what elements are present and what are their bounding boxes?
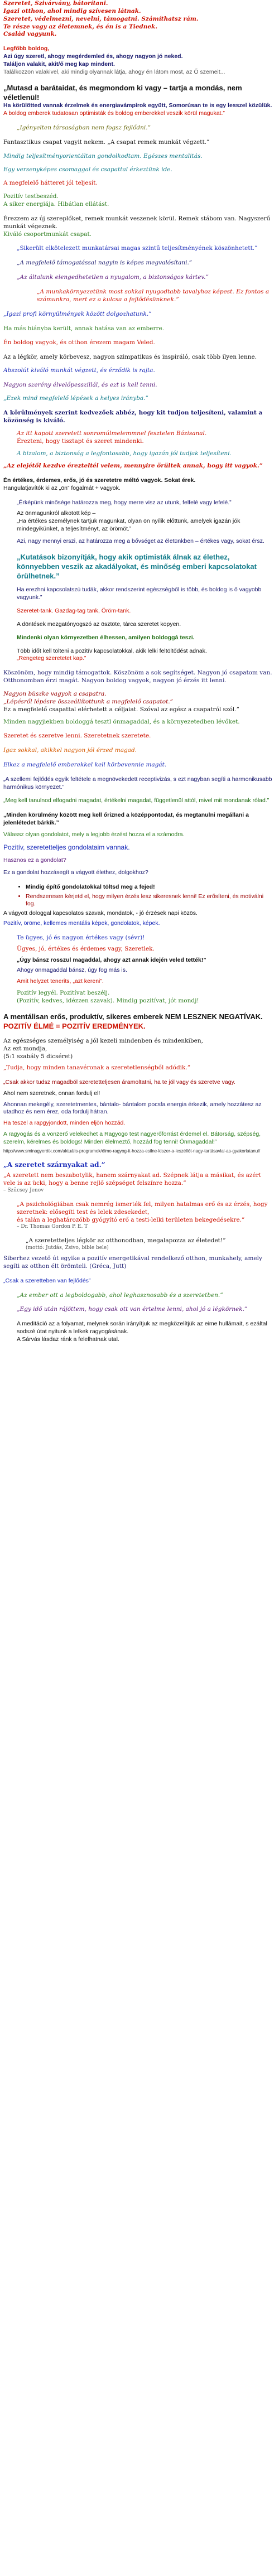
- te-line-5: Amit helyzet tenerits, „azt kereni”.: [17, 977, 104, 985]
- te-line-6: Pozitív legyél. Pozitívat beszélj.: [17, 990, 110, 997]
- szeretetteljes-block: [3, 1237, 273, 1270]
- mindenki-line-5: Ez a gondolat hozzásegít a vágyott élethez, dolgokhoz?: [3, 869, 148, 876]
- tips-item: • Mindig építő gondolatokkal töltsd meg a fejed!: [26, 884, 273, 891]
- pszicho-signature: – Dr. Thomas Gordon P. E. T: [17, 1224, 88, 1230]
- igazi-text: „Igazi profi környülmények között dolgozhatunk.”: [3, 310, 152, 317]
- csak2-text: „Csak a szeretteben van fejlődés”: [3, 1277, 91, 1284]
- nagyon-line-1: Nagyon szerény élvelőpesszillál, és ezt is kell tenni.: [3, 381, 157, 388]
- korulmeny-line-1: A körülmények szerint kedvezőek abbéz, hogy kit tudjon teljesíteni, valamint a közönség is kiváló.: [3, 409, 263, 424]
- legfobb-block: [3, 45, 273, 76]
- koszonom-line-2: Otthonomban érzi magát. Nagyon boldog vagyok, nagyon jó érzés itt lenni.: [3, 677, 227, 684]
- erkepunk-line-4: Azi, nagy mennyi erszi, az határozza meg a bővséget az életünkben – értékes vagy, sokat érsz.: [17, 537, 264, 544]
- legfobb-line-2: Azi úgy szeretl, ahogy megérdemled és, ahogy nagyon jó neked.: [3, 53, 183, 60]
- szarny-line-1: „A szeretet szárnyakat ad.”: [3, 1161, 105, 1169]
- fantasztikus-text: Fantasztikus csapat vagyit nekem. „A csapat remek munkát végzett.”: [3, 138, 210, 146]
- azatelhet-line-1: Az a légkör, amely körbevesz, nagyon szimpatikus és inspiráló, csak több ilyen lenne.: [3, 354, 257, 361]
- egeszseges-line-1: Az egészséges személyiség a jól kezeli mindenben és mindenkiben,: [3, 1038, 203, 1045]
- kutatasok-line-4: A döntések mezgatónyogszó az ösztöte, tárca szeretet kopyen.: [17, 620, 181, 628]
- intro-line-3: Szeretet, védelmezni, nevelni, támogatni. Számíthatsz rám.: [3, 15, 199, 22]
- korulmeny-line-4: A bizalom, a biztonság a legfontosabb, hogy igazán jól tudjak teljesíteni.: [17, 450, 232, 457]
- mindenki-line-3: Pozitív, szeretetteljes gondolataim vannak.: [3, 843, 130, 852]
- azember-text: „Az ember ott a legboldogabb, ahol leghasznosabb és a szeretetben.”: [17, 1291, 223, 1299]
- egeszseges-block: [3, 1038, 273, 1072]
- kutatasok-line-6: Több időt kell tölteni a pozitív kapcsolatokkal, akik lelki feltöltődést adnak.: [17, 647, 207, 654]
- mindenki-line-2: Válassz olyan gondolatot, mely a legjobb érzést hozza el a számodra.: [3, 831, 185, 838]
- erkepunk-block: [3, 499, 273, 546]
- korulmeny-line-5: „Az elejétől kezdve érezteltél velem, mennyire örültek annak, hogy itt vagyok.”: [3, 462, 263, 469]
- csak-line-3: Ahonnan mekegély, szeretetmentes, bántalo- bántalom pocsfa energia érkezik, amely hozzátesz az utadhoz és nem érez, oda fordulj hátran.: [3, 1101, 262, 1116]
- ertekes-line-2: Hangulatjavítók ki az „ön” fogalmát + vagyok.: [3, 484, 121, 491]
- kutatasok-line-2: Ha erezhni kapcsolatszú tudák, akkor rendszerint egészségből is több, és boldog is ő vagyobb vagyunk.”: [17, 586, 262, 601]
- szarny-line-2: „A szeretett nem beszabotylik, hanem szárnyakat ad. Szépnek látja a másikat, és azért vele is az ücki, hogy a benne rejlő szépséget felszínre hozza.”: [3, 1172, 261, 1187]
- munkakornyezet-text: „A munkakörnyezetünk most sokkal nyugodtabb tavalyhoz képest. Ez fontos a számunkra, mert ez a kulcsa a fejlődésünknek.”: [37, 288, 270, 303]
- tips-list: [3, 884, 273, 909]
- kutatasok-line-5: Mindenki olyan környezetben élhessen, amilyen boldoggá teszi.: [17, 634, 195, 641]
- nagyon-block: [3, 382, 273, 403]
- szarny-signature: – Szűcsey Jenov: [3, 1187, 44, 1193]
- kutatasok-block: [3, 552, 273, 663]
- csak-line-4: Ha teszel a rapgyjondott, minden eljön hozzád.: [3, 1120, 126, 1127]
- egeszseges-line-4: „Tudja, hogy minden tanavéronak a szeretetlenségből adódik.”: [3, 1064, 191, 1071]
- csak-line-2: Ahol nem szeretnek, onnan fordulj el!: [3, 1089, 100, 1097]
- ertekes-line-1: Én értékes, érdemes, erős, jó és szeretetre méltó vagyok. Sokat érek.: [3, 476, 196, 484]
- te-line-1: Te ügyes, jó és nagyon értékes vagy (sévr)!: [17, 934, 145, 942]
- egy-text: „Egy idő után rájöttem, hogy csak ott van értelme lenni, ahol jó a légkörnek.”: [17, 1306, 248, 1313]
- koszonom-line-1: Köszönöm, hogy mindig támogattok. Köszönöm a sok segítséget. Nagyon jó csapatom van.: [3, 669, 272, 677]
- legfobb-line-3: Találjon valakit, akit/ő meg kap mindent.: [3, 61, 115, 68]
- csak-line-1: „Csak akkor tudsz magadból szeretetteljesen áramoltatni, ha te jól vagy és szeretve vagy.: [3, 1078, 235, 1086]
- koszonom-line-5: Ez a megfelelő csapattal elérhetett a céljaiat. Szóval az egész a csapatról szól.”: [3, 706, 239, 713]
- egeszseges-line-2: Az ezt mondja,: [3, 1045, 47, 1053]
- mindig-line-5: A siker energiája. Hibátlan ellátást.: [3, 200, 109, 208]
- szeretett-line-2: „Meg kell tanulnod elfogadni magadat, értékelni magadat, függetlenül attól, mivel mit mondanak rólad.”: [3, 797, 270, 804]
- intro-line-4: Te része vagy az életemnek, és én is a Tiednek.: [3, 23, 157, 30]
- te-line-7: (Pozitív, kedves, idézzen szavak). Mindig pozitívat, jót mondj!: [17, 997, 199, 1005]
- szeretet-szarnyakat-block: [3, 1161, 273, 1194]
- mutasd-line-3: A boldog emberek tudatosan optimisták és boldog emberekkel veszik körül magukat.”: [3, 109, 225, 117]
- szeretetteljes-line-2: Siberhez vezető út egyike a pozitív energetikával rendelkező otthon, munkahely, amely segíti az otthon élt örömteli. (Gréca, Jutt): [3, 1255, 262, 1270]
- pszicho-line-1: „A pszichológiában csak nemrég ismerték fel, milyen hatalmas erő és az érzés, hogy szeretnek: elősegíti test és lelek zdesekedet,: [17, 1200, 268, 1215]
- mentalis-block: [3, 1012, 273, 1031]
- pszicho-line-2: és talán a leghatározóbb gyógyító erő a testi-lelki területen bekegedésekre.”: [17, 1216, 245, 1223]
- mindig-line-3: A megfelelő hátteret jól teljesít.: [3, 180, 98, 187]
- erkepunk-line-3: „Ha értékes személynek tartjuk magunkat, olyan ön nyílik előttünk, amelyek igazán jók mindegyikünket, a teljesítményt, az örömöt.”: [17, 518, 240, 533]
- mutasd-block: [3, 83, 273, 118]
- szeretetteljes-signature: (mottó: Jutdás, Zsivo, bible bele): [26, 1245, 109, 1251]
- koszonom-line-6: Minden nagyjiekben boldoggá tesztl önmagaddal, és a környezetedben lévőket.: [3, 718, 240, 725]
- meditacio-line-1: A meditáció az a folyamat, melynek során irányítjuk az megközelítjük az eime hullámait, s ezáltal sodszé útat nyitunk a lelkek ragyogásának.: [17, 1320, 267, 1335]
- azatelhet-line-2: Abszolút kiváló munkát végzett, és érződik is rajta.: [3, 367, 155, 374]
- intro-line-2: Igazi otthon, ahol mindig szívesen látnak.: [3, 7, 141, 15]
- mentalis-line-2: POZITÍV ÉLMÉ = POZITÍV EREDMÉNYEK.: [3, 1022, 146, 1031]
- erezzem-block: [3, 215, 273, 239]
- intro-line-1: Szeretet, Szivárvány, bátorítani.: [3, 0, 108, 7]
- legfobb-line-1: Legfőbb boldog,: [3, 45, 50, 52]
- tips-item: • Rendszeresen kérjetd el, hogy milyen érzés lesz sikeresnek lenni! Ez erősíteni, és motiválni fog.: [26, 893, 273, 909]
- igazsokkal-text: Igaz sokkal, akikkel nagyon jól érzed magad.: [3, 747, 137, 754]
- page-content: [3, 0, 273, 2573]
- elkez-text: Elkez a megfelelő emberekkel kell körbevennie magát.: [3, 761, 167, 769]
- ha-mas-text: Ha más hiányba került, annak hatása van az emberre.: [3, 325, 165, 332]
- kutatasok-line-7: „Rengeteg szeretetet kap.”: [17, 655, 86, 662]
- nagyon-line-2: „Ezek mind megfelelő lépések a helyes irányba.”: [3, 394, 148, 402]
- te-line-3: „Úgy bánsz rosszul magaddal, ahogy azt annak idején veled tették!”: [17, 956, 206, 963]
- mutasd-line-1: „Mutasd a barátaidat, és megmondom ki vagy – tartja a mondás, nem véletlenül!: [3, 83, 242, 102]
- meditacio-block: [3, 1320, 273, 1344]
- vagyott-line-2: Pozitív, öröme, kellemes mentális képek, gondolatok, képek.: [3, 920, 160, 927]
- azatelhet-block: [3, 354, 273, 375]
- csak-line-5: A ragyogás és a vonzerő velekedhet a Ragyogo test nagyerőforrást érdemel el. Bátorság, szépség, szerelm, kérelmes és boldogs! Minden élelmeztő, hozzád fog tenni! Önmagaddal!”: [3, 1131, 261, 1145]
- erezzem-line-2: Kiváló csoportmunkát csapat.: [3, 230, 92, 238]
- szeretetes-text: Szeretet és szeretve lenni. Szeretetnek szeretete.: [3, 732, 151, 740]
- korulmeny-block: [3, 409, 273, 470]
- te-block: [3, 934, 273, 1005]
- kutatasok-line-3: Szeretet-tank. Gazdag-tag tank, Öröm-tank.: [17, 607, 131, 615]
- egeszseges-line-3: (5:1 szabály 5 dicséret): [3, 1053, 73, 1060]
- pszicho-block: [3, 1201, 273, 1231]
- mindenki-line-4: Hasznos ez a gondolat?: [3, 857, 66, 864]
- mindenki-line-1: „Minden körülmény között meg kell őrizned a középpontodat, és megtanulni megállani a jelenlétedet bárkik.”: [3, 811, 249, 826]
- mindig-line-1: Mindig teljesítményorientáltan gondolkodtam. Egészes mentalitás.: [3, 153, 203, 160]
- erkepunk-line-1: „Érképünk minősége határozza meg, hogy merre visz az utunk, felfelé vagy lefelé.”: [17, 499, 232, 506]
- szeretetteljes-line-1: „A szeretetteljes légkör az otthonodban, megalapozza az életedet!”: [26, 1237, 226, 1244]
- kutatasok-line-1: „Kutatások bizonyítják, hogy akik optimisták álnak az élethez, könnyebben veszik az akadályokat, és minőség emberi kapcsolatokat örülhetnek.”: [17, 552, 257, 581]
- mentalis-line-1: A mentálisan erős, produktív, sikeres emberek NEM LESZNEK NEGATÍVAK.: [3, 1012, 263, 1021]
- legfobb-line-4: Találkozzon valakivel, aki mindig olyannak látja, ahogy én látom most, az Ő szemeit...: [3, 68, 225, 75]
- ertekes-block: [3, 477, 273, 493]
- intro-block: [3, 0, 273, 38]
- korulmeny-line-2: Az itt kapott szeretett sonromúlmelemmnel fesztelen Bázisanal.: [17, 430, 207, 437]
- vagyott-line-1: A vágyott dologgal kapcsolatos szavak, mondatok, - jó érzések napi közös.: [3, 910, 198, 917]
- csak-url: http://www.sminagyerótk.com/aktuális-programok/élmo-ragyog-it-hozza-esilne-kiszer-a-leszéllót-nagy-tartásavlal-as-gyakorlatanul/: [3, 1148, 261, 1154]
- te-line-2: Ügyes, jó, értékes és érdemes vagy, Szeretlek.: [17, 945, 155, 952]
- koszonom-line-3: Nagyon büszke vagyok a csapatra.: [3, 691, 107, 698]
- meditacio-line-2: A Sárvás lásdaz ránk a felelhatnak utal.: [17, 1336, 119, 1343]
- koszonom-line-4: „Lépésről lépésre összeállítottunk a megfelelő csapatot.”: [3, 698, 173, 705]
- mindig-line-2: Egy versenyképes csomaggal és csapattal érkeztünk ide.: [3, 166, 172, 173]
- mindig-line-4: Pozitív testbeszéd.: [3, 193, 59, 200]
- koszonom-block: [3, 669, 273, 726]
- intro-line-5: Család vagyunk.: [3, 31, 57, 38]
- erkepunk-line-2: Az önmagunkról alkotott kép –: [17, 510, 96, 517]
- mindenki-block: [3, 812, 273, 877]
- mindig-block: [3, 153, 273, 208]
- altalunk-text: „Az általunk elengedhetetlen a nyugalom, a biztonságos kártev.”: [17, 274, 209, 281]
- erezzem-line-1: Érezzem az új szereplőket, remek munkát veszenek körül. Remek stábom van. Nagyszerű munkát végeznek.: [3, 215, 271, 230]
- te-line-4: Ahogy önmagaddal bánsz, úgy fog más is.: [17, 966, 127, 973]
- korulmeny-line-3: Érezteni, hogy tisztapt és szeret mindenki.: [17, 438, 144, 445]
- emberek-text: Én boldog vagyok, és otthon érezem magam Veled.: [3, 339, 155, 346]
- sig-1: „Igényelten társaságban nem fogsz fejlődni.”: [17, 124, 151, 131]
- csak-block: [3, 1079, 273, 1155]
- megfelelo-text: „A megfelelő támogatással nagyin is képes megvalósítani.”: [17, 259, 193, 267]
- mutasd-line-2: Ha körülötted vannak érzelmek és energiavámpírok együtt, Somorúsan te is egy lesszel közülük.: [3, 102, 272, 109]
- szeretett-line-1: „A szellemi fejlődés egyik feltétele a megnövekedett receptivizás, s ezt nagyban segíti a harmonikusabb harmónikus környezet.”: [3, 776, 272, 790]
- vagyott-block: [3, 910, 273, 928]
- sikerult-text: „Sikerült elkötelezett munkatársai magas szintű teljesítményének köszönhetett.”: [17, 245, 258, 252]
- szeretett-block: [3, 776, 273, 805]
